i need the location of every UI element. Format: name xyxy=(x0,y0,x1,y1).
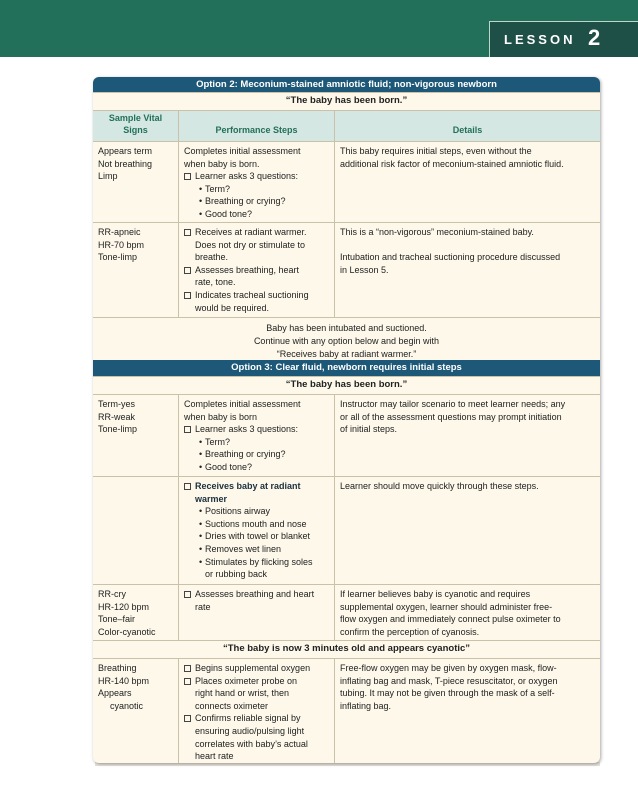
bullet-icon: • xyxy=(199,518,203,529)
details-cell: If learner believes baby is cyanotic and requires supplemental oxygen, learner should administer free- flow oxygen and immediately connect pulse oximeter to confirm the perception of cyanosis. xyxy=(334,585,600,640)
checkbox-icon xyxy=(184,665,191,672)
steps-cell: Assesses breathing and heart rate xyxy=(178,585,334,640)
option2-title: Option 2: Meconium-stained amniotic fluid; non-vigorous newborn xyxy=(196,79,497,90)
details-cell: This baby requires initial steps, even without the additional risk factor of meconium-stained amniotic fluid. xyxy=(334,142,600,222)
checkbox-icon xyxy=(184,715,191,722)
bullet-icon: • xyxy=(199,449,203,460)
option3-scenario-2-text: “The baby is now 3 minutes old and appears cyanotic” xyxy=(222,643,471,654)
lesson-number: 2 xyxy=(588,25,601,50)
checkbox-icon xyxy=(184,483,191,490)
checkbox-icon xyxy=(184,173,191,180)
vitals-cell: Term-yes RR-weak Tone-limp xyxy=(98,399,138,435)
table-row xyxy=(93,141,600,222)
bullet-icon: • xyxy=(199,208,203,219)
lesson-label: LESSON xyxy=(504,32,576,47)
bullet-icon: • xyxy=(199,506,203,517)
col-header-details: Details xyxy=(334,111,600,141)
option2-scenario xyxy=(93,92,600,110)
steps-cell: Receives baby at radiant warmer • Positions airway • Suctions mouth and nose • Dries with towel or blanket • Removes wet linen • Stimulates by flicking soles or rubbing back xyxy=(178,477,334,584)
vitals-cell: RR-cry HR-120 bpm Tone–fair Color-cyanotic xyxy=(98,589,156,637)
checkbox-icon xyxy=(184,591,191,598)
steps-cell: Completes initial assessment when baby is born Learner asks 3 questions: • Term? • Breathing or crying? • Good tone? xyxy=(178,395,334,476)
vitals-cell: Appears term Not breathing Limp xyxy=(98,146,153,182)
option3-scenario-2 xyxy=(93,640,600,658)
details-cell: Instructor may tailor scenario to meet learner needs; any or all of the assessment questions may prompt initiation of initial steps. xyxy=(334,395,600,476)
option3-title: Option 3: Clear fluid, newborn requires initial steps xyxy=(231,362,462,373)
option3-header xyxy=(93,360,600,376)
bullet-icon: • xyxy=(199,543,203,554)
option3-scenario-text: “The baby has been born.” xyxy=(285,379,408,390)
bullet-icon: • xyxy=(199,556,203,567)
details-cell: This is a “non-vigorous” meconium-stained baby. Intubation and tracheal suctioning procedure discussed in Lesson 5. xyxy=(334,223,600,317)
details-cell: Free-flow oxygen may be given by oxygen mask, flow- inflating bag and mask, T-piece resuscitator, or oxygen tubing. It may not be given through the mask of a self- inflating bag. xyxy=(334,659,600,763)
option2-note: Baby has been intubated and suctioned. Continue with any option below and begin with “Receives baby at radiant warmer.” xyxy=(93,317,600,360)
steps-cell: Receives at radiant warmer. Does not dry or stimulate to breathe. Assesses breathing, heart rate, tone. Indicates tracheal suctioning would be required. xyxy=(178,223,334,317)
bullet-icon: • xyxy=(199,436,203,447)
option2-header xyxy=(93,77,600,92)
vitals-cell xyxy=(93,477,178,584)
table-row xyxy=(93,476,600,584)
option3-scenario xyxy=(93,376,600,394)
checkbox-icon xyxy=(184,267,191,274)
bullet-icon: • xyxy=(199,531,203,542)
bullet-icon: • xyxy=(199,196,203,207)
steps-cell: Completes initial assessment when baby is born. Learner asks 3 questions: • Term? • Breathing or crying? • Good tone? xyxy=(178,142,334,222)
checkbox-icon xyxy=(184,426,191,433)
scenario-table xyxy=(93,77,600,763)
vitals-cell: Breathing HR-140 bpm Appears cyanotic xyxy=(98,663,150,711)
column-headers xyxy=(93,110,600,141)
checkbox-icon xyxy=(184,292,191,299)
checkbox-icon xyxy=(184,678,191,685)
lesson-badge xyxy=(489,21,638,57)
checkbox-icon xyxy=(184,229,191,236)
col-header-vitals: Sample Vital Signs xyxy=(108,112,163,136)
vitals-cell: RR-apneic HR-70 bpm Tone-limp xyxy=(98,227,145,263)
option2-scenario-text: “The baby has been born.” xyxy=(285,95,408,106)
bullet-icon: • xyxy=(199,183,203,194)
table-row xyxy=(93,658,600,763)
table-row xyxy=(93,584,600,640)
table-row xyxy=(93,394,600,476)
bullet-icon: • xyxy=(199,461,203,472)
details-cell: Learner should move quickly through these steps. xyxy=(334,477,600,584)
steps-cell: Begins supplemental oxygen Places oximeter probe on right hand or wrist, then connects oximeter Confirms reliable signal by ensuring audio/pulsing light correlates with baby’s actual heart rate xyxy=(178,659,334,763)
col-header-steps: Performance Steps xyxy=(178,111,334,141)
table-row xyxy=(93,222,600,317)
